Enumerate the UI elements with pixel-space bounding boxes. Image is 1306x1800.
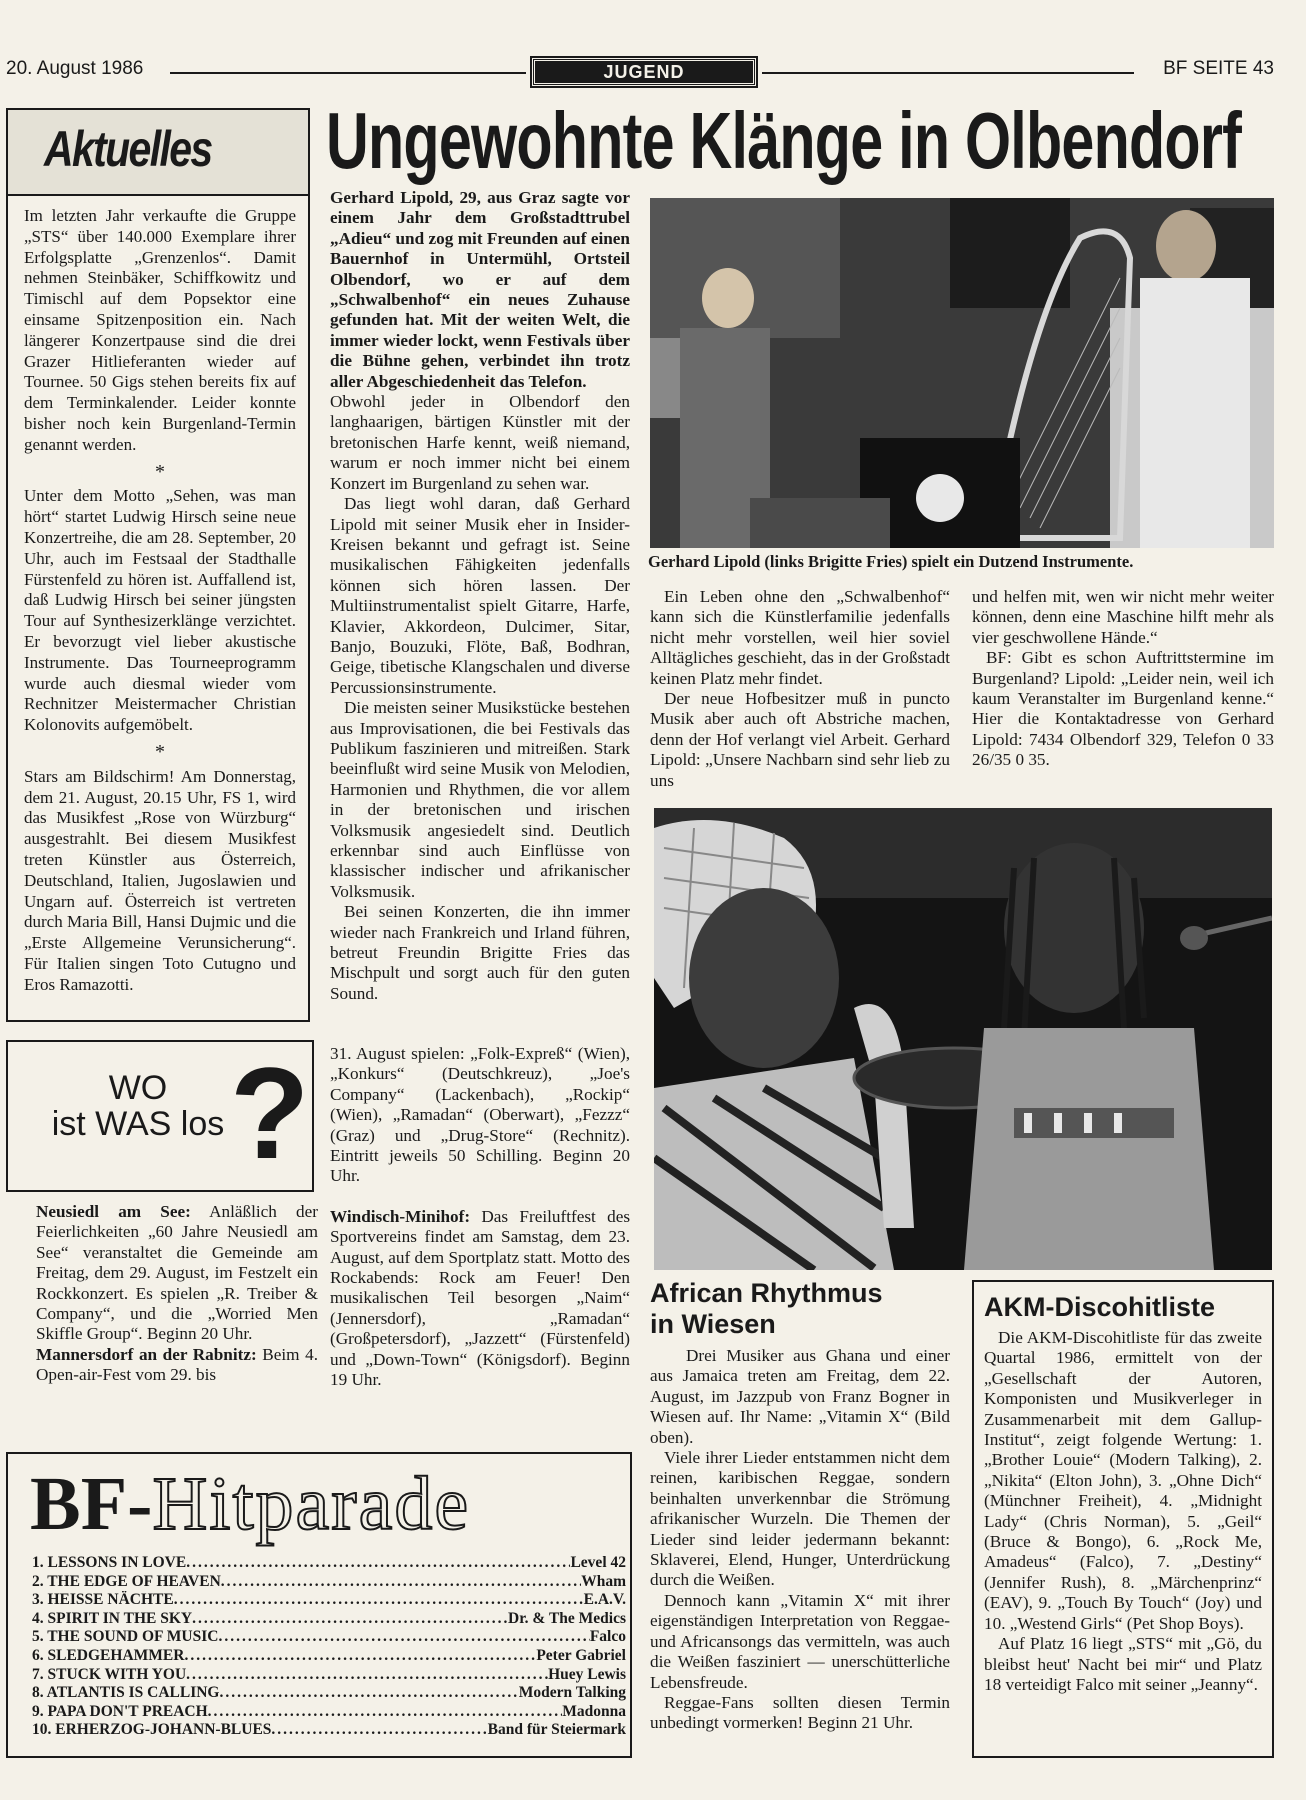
- hit-title: 3. HEISSE NÄCHTE: [32, 1591, 174, 1609]
- article-paragraph: Drei Musiker aus Ghana und einer aus Jamaica treten am Freitag, dem 22. August, im Jazzpub von Franz Bogner in Wiesen auf. Ihr Name: „Vitamin X“ (Bild oben).: [650, 1346, 950, 1447]
- header-rule-right: [762, 72, 1134, 74]
- hit-title: 1. LESSONS IN LOVE: [32, 1554, 187, 1571]
- hit-title: 9. PAPA DON'T PREACH: [32, 1702, 208, 1720]
- event-text: 31. August spielen: „Folk-Expreß“ (Wien), „Konkurs“ (Deutschkreuz), „Joe's Company“ (Lackenbach), „Rockip“ (Wien), „Ramadan“ (Oberwart), „Fezzz“ (Graz) und „Drug-Store“ (Rechnitz). Eintritt jeweils 50 Schilling. Beginn 20 Uhr.: [330, 1044, 630, 1186]
- hitparade-title: [30, 1460, 470, 1548]
- bf-hitparade-box: [6, 1452, 632, 1758]
- page-number: BF SEITE 43: [1163, 58, 1274, 79]
- wo-line-2: ist WAS los: [51, 1105, 225, 1143]
- aktuelles-body: [24, 206, 296, 995]
- akm-discohitliste-box: [972, 1280, 1274, 1758]
- hit-artist: E.A.V.: [583, 1591, 626, 1609]
- hitparade-entry: [32, 1721, 626, 1739]
- event-place: Mannersdorf an der Rabnitz:: [36, 1344, 257, 1364]
- hitparade-entry: [32, 1573, 626, 1591]
- hitparade-title-rest: Hitparade: [152, 1462, 471, 1546]
- event-place: Neusiedl am See:: [36, 1202, 191, 1221]
- hitparade-entry: [32, 1684, 626, 1702]
- hit-artist: Falco: [589, 1628, 626, 1646]
- event-text: Das Freiluftfest des Sportvereins findet am Samstag, dem 23. August, auf dem Sportplatz statt. Motto des Rockabends: Rock am Feuer! Den musikalischen Teil besorgen „Naim“ (Jennersdorf), „Ramadan“ (Großpetersdorf), „Jazzett“ (Fürstenfeld) und „Down-Town“ (Königsdorf). Beginn 19 Uhr.: [330, 1206, 631, 1390]
- hit-title: 10. ERHERZOG-JOHANN-BLUES: [32, 1721, 272, 1739]
- hit-artist: Wham: [581, 1572, 626, 1590]
- hitparade-title-bf: BF-: [30, 1462, 153, 1546]
- main-article-column-3: [972, 587, 1274, 771]
- hit-artist: Peter Gabriel: [536, 1647, 626, 1664]
- photo-caption: Gerhard Lipold (links Brigitte Fries) spielt ein Dutzend Instrumente.: [648, 552, 1134, 571]
- hitparade-entry: [32, 1703, 626, 1721]
- article-paragraph: Die AKM-Discohitliste für das zweite Quartal 1986, ermittelt von der „Gesellschaft der Autoren, Komponisten und Musikverleger in Zusammenarbeit mit dem Gallup-Institut“, zeigt folgende Wertung: 1. „Brother Louie“ (Modern Talking), 2. „Nikita“ (Elton John), 3. „Ohne Dich“ (Münchner Freiheit), 4. „Midnight Lady“ (Chris Norman), 5. „Geil“ (Bruce & Bongo), 6. „Rock Me, Amadeus“ (Falco), 7. „Destiny“ (Jennifer Rush), 8. „Märchenprinz“ (EAV), 9. „Touch By Touch“ (Joy) und 10. „Westend Girls“ (Pet Shop Boys).: [984, 1328, 1262, 1633]
- hit-title: 2. THE EDGE OF HEAVEN: [32, 1572, 221, 1590]
- hit-title: 4. SPIRIT IN THE SKY: [32, 1609, 193, 1627]
- hitparade-entry: [32, 1628, 626, 1646]
- harp-photo-illustration: [650, 198, 1274, 548]
- hitparade-entry: [32, 1647, 626, 1665]
- hit-artist: Band für Steiermark: [487, 1721, 626, 1739]
- band-photo-illustration: [654, 808, 1272, 1270]
- aktuelles-title: Aktuelles: [44, 121, 212, 177]
- article-paragraph: Ein Leben ohne den „Schwalbenhof“ kann sich die Künstlerfamilie jedenfalls nicht mehr vorstellen, weil hier soviel Alltägliches geschieht, das in der Großstadt keinen Platz mehr findet.: [650, 587, 950, 688]
- main-article-column-1: [330, 188, 630, 1004]
- hit-artist: Madonna: [562, 1702, 626, 1720]
- issue-date: 20. August 1986: [6, 58, 144, 79]
- wo-line-1: WO: [108, 1069, 168, 1107]
- hit-title: 6. SLEDGEHAMMER: [32, 1647, 185, 1664]
- page-header: [0, 58, 1306, 88]
- article-paragraph: Auf Platz 16 liegt „STS“ mit „Gö, du bleibst heut' Nacht bei mir“ und Platz 18 verteidigt Falco mit seiner „Jeanny“.: [984, 1634, 1262, 1694]
- hitparade-entry: [32, 1666, 626, 1684]
- event-neusiedl: [36, 1202, 318, 1345]
- article-paragraph: Viele ihrer Lieder entstammen nicht dem reinen, karibischen Reggae, sondern beinhalten unverkennbar die Strömung afrikanischer Wurzeln. Die Themen der Lieder sind leider jedermann bekannt: Sklaverei, Elend, Hunger, Unterdrückung durch die Weißen.: [650, 1448, 950, 1590]
- article-paragraph: und helfen mit, wen wir nicht mehr weiter können, denn eine Maschine hilft mehr als vier geschwollene Hände.“: [972, 587, 1274, 647]
- aktuelles-paragraph: Stars am Bildschirm! Am Donnerstag, dem 21. August, 20.15 Uhr, FS 1, wird das Musikfest „Rose von Würzburg“ ausgestrahlt. Bei diesem Musikfest treten Künstler aus Österreich, Deutschland, Italien, Jugoslawien und Ungarn auf. Österreich ist vertreten durch Maria Bill, Hansi Dujmic und die „Erste Allgemeine Verunsicherung“. Für Italien singen Toto Cutugno und Eros Ramazotti.: [24, 766, 296, 994]
- akm-title: AKM-Discohitliste: [984, 1292, 1216, 1322]
- article-paragraph: Bei seinen Konzerten, die ihn immer wieder nach Frankreich und Irland führen, betreut Freundin Brigitte Fries das Mischpult und sorgt auch für den guten Sound.: [330, 902, 630, 1003]
- hit-artist: Dr. & The Medics: [508, 1609, 626, 1627]
- wo-ist-was-los-box: [6, 1040, 314, 1192]
- event-text: Beim 4. Open-air-Fest vom 29. bis: [36, 1344, 318, 1385]
- article-lead: Gerhard Lipold, 29, aus Graz sagte vor einem Jahr dem Großstadttrubel „Adieu“ und zog mit Freunden auf einen Bauernhof in Untermühl, Ortsteil Olbendorf, wo er auf dem „Schwalbenhof“ ein neues Zuhause gefunden hat. Mit der weiten Welt, die immer wieder lockt, wenn Festivals über die Bühne gehen, verbindet ihn trotz aller Abgeschiedenheit das Telefon.: [330, 188, 630, 391]
- article-paragraph: BF: Gibt es schon Auftrittstermine im Burgenland? Lipold: „Leider nein, weil ich kaum Veranstalter im Burgenland kenne.“ Hier die Kontaktadresse von Gerhard Lipold: 7434 Olbendorf 329, Telefon 0 33 26/35 0 35.: [972, 648, 1274, 770]
- harp-player-photo: [650, 198, 1274, 548]
- hitparade-entry: [32, 1610, 626, 1628]
- article-paragraph: Der neue Hofbesitzer muß in puncto Musik aber auch oft Abstriche machen, denn der Hof verlangt viel Arbeit. Gerhard Lipold: „Unsere Nachbarn sind sehr lieb zu uns: [650, 689, 950, 790]
- akm-body: [984, 1328, 1262, 1695]
- hitparade-entry: [32, 1554, 626, 1572]
- aktuelles-paragraph: Im letzten Jahr verkaufte die Gruppe „STS“ über 140.000 Exemplare ihrer Erfolgsplatte „Grenzenlos“. Damit nehmen Steinbäker, Schiffkowitz und Timischl auf dem Popsektor eine einsame Spitzenposition ein. Nach längerer Konzertpause sind die drei Grazer Hitlieferanten wieder auf Tournee. 50 Gigs stehen bereits fix auf dem Terminkalender. Leider konnte bisher noch kein Burgenland-Termin genannt werden.: [24, 206, 296, 454]
- hit-artist: Modern Talking: [518, 1684, 626, 1702]
- event-mannersdorf: [36, 1345, 318, 1386]
- header-rule-left: [170, 72, 526, 74]
- african-rhythmus-body: [650, 1346, 950, 1734]
- events-column-1: [36, 1202, 318, 1386]
- main-article-column-2: [650, 587, 950, 791]
- band-photo: [654, 808, 1272, 1270]
- wo-ist-was-los-label: [38, 1070, 238, 1142]
- hit-artist: Level 42: [570, 1554, 626, 1571]
- article-paragraph: Die meisten seiner Musikstücke bestehen aus Improvisationen, die bei Festivals das Publikum faszinieren und mitreißen. Stark beeinflußt wird seine Musik von Melodien, Harmonien und Rhythmen, die vor allem in der bretonischen und irischen Volksmusik angesiedelt sind. Deutlich erkennbar sind auch Einflüsse von klassischer indischer und afrikanischer Volksmusik.: [330, 698, 630, 901]
- article-paragraph: Obwohl jeder in Olbendorf den langhaarigen, bärtigen Künstler mit der bretonischen Harfe kennt, weiß niemand, warum er noch immer nicht bei einem Konzert im Burgenland zu sehen war.: [330, 392, 630, 493]
- article-paragraph: Reggae-Fans sollten diesen Termin unbedingt vormerken! Beginn 21 Uhr.: [650, 1692, 950, 1733]
- separator-star: *: [155, 740, 165, 763]
- aktuelles-column: [6, 108, 310, 1022]
- main-headline: Ungewohnte Klänge in Olbendorf: [326, 96, 1242, 185]
- hit-artist: Huey Lewis: [548, 1665, 626, 1683]
- aktuelles-paragraph: Unter dem Motto „Sehen, was man hört“ startet Ludwig Hirsch seine neue Konzertreihe, die am 28. September, 20 Uhr, auch im Festsaal der Stadthalle Fürstenfeld zu hören ist. Auffallend ist, daß Ludwig Hirsch bei seiner jüngsten Tour auf Synthesizerklänge verzichtet. Er bevorzugt viel lieber akustische Instrumente. Das Tourneeprogramm wurde auch diesmal wieder vom Rechnitzer Meistermacher Christian Kolonovits aufgemöbelt.: [24, 486, 296, 735]
- hit-title: 7. STUCK WITH YOU: [32, 1665, 187, 1683]
- event-place: Windisch-Minihof:: [330, 1206, 471, 1226]
- question-mark-graphic: ?: [230, 1040, 310, 1186]
- african-rhythmus-title: African Rhythmus in Wiesen: [650, 1278, 883, 1339]
- article-paragraph: Dennoch kann „Vitamin X“ mit ihrer eigenständigen Interpretation von Reggae- und Africansongs das vermitteln, was auch die Weißen fasziniert — unerschütterliche Lebensfreude.: [650, 1590, 950, 1692]
- event-windisch: [330, 1207, 630, 1391]
- separator-star: *: [155, 460, 165, 483]
- hitparade-entry: [32, 1591, 626, 1609]
- hit-title: 8. ATLANTIS IS CALLING: [32, 1684, 220, 1702]
- african-rhythmus-article: [650, 1278, 950, 1734]
- event-text: Anläßlich der Feierlichkeiten „60 Jahre Neusiedl am See“ veranstaltet die Gemeinde am Freitag, dem 29. August, im Festzelt ein Rockkonzert. Es spielen „R. Treiber & Company“, und die „Worried Men Skiffle Group“. Beginn 20 Uhr.: [36, 1202, 318, 1344]
- article-paragraph: Das liegt wohl daran, daß Gerhard Lipold mit seiner Musik eher in Insider-Kreisen bekannt und gefragt ist. Seine musikalischen Fähigkeiten jedenfalls können sich hören lassen. Der Multiinstrumentalist spielt Gitarre, Harfe, Klavier, Akkordeon, Dulcimer, Sitar, Banjo, Bouzuki, Flöte, Baß, Bodhran, Geige, tibetische Klangschalen und diverse Percussionsinstrumente.: [330, 494, 630, 697]
- events-column-2: [330, 1044, 630, 1391]
- hit-title: 5. THE SOUND OF MUSIC: [32, 1628, 219, 1646]
- section-label: JUGEND: [532, 58, 756, 86]
- aktuelles-header: [8, 110, 308, 196]
